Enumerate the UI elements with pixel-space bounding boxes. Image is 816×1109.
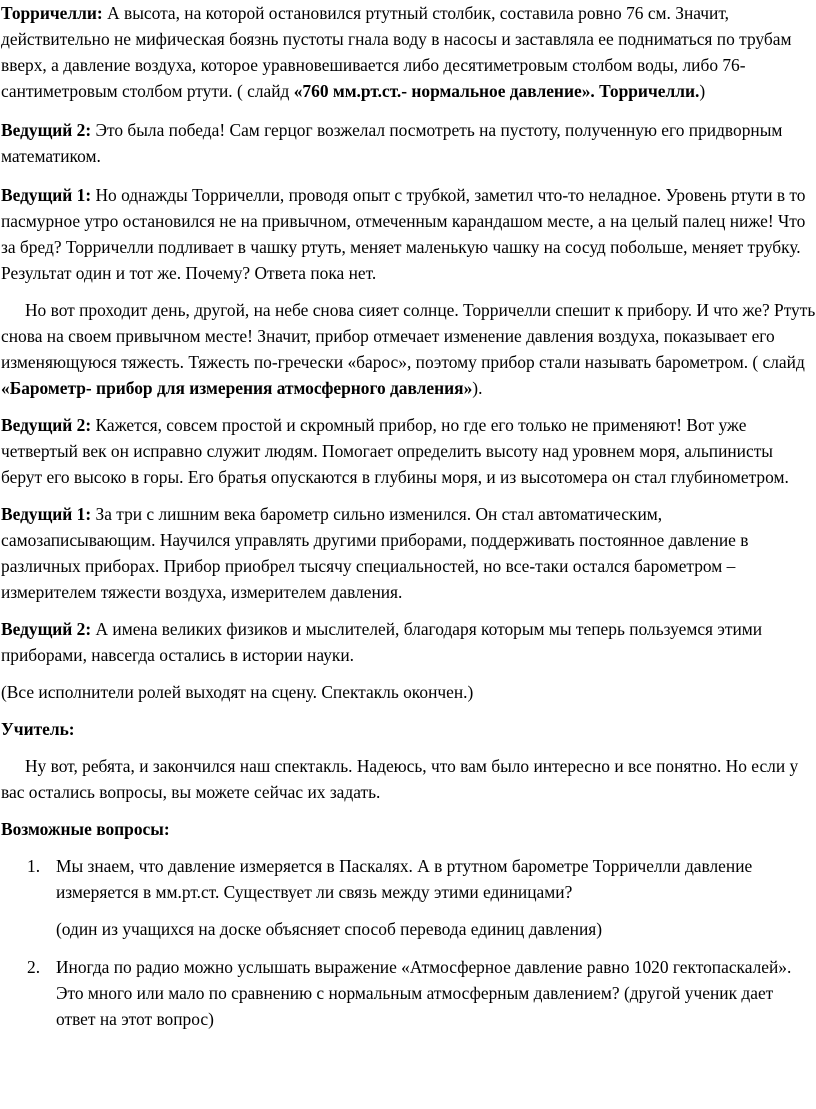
paragraph-tail: )	[699, 81, 706, 101]
paragraph-text: (Все исполнители ролей выходят на сцену. Спектакль окончен.)	[1, 682, 474, 702]
paragraph-barometer-naming	[1, 297, 816, 401]
slide-title: «Барометр- прибор для измерения атмосферного давления»	[1, 378, 473, 398]
paragraph-text: А имена великих физиков и мыслителей, благодаря которым мы теперь пользуемся этими приборами, навсегда остались в истории науки.	[1, 619, 763, 665]
paragraph-text: Но однажды Торричелли, проводя опыт с трубкой, заметил что-то неладное. Уровень ртути в то пасмурное утро остановился не на привычном, отмеченным карандашом месте, а на целый палец ниже! Что за бред? Торричелли подливает в чашку ртуть, меняет маленькую чашку на сосуд побольше, меняет трубку. Результат один и тот же. Почему? Ответа пока нет.	[1, 185, 806, 283]
questions-list	[1, 853, 816, 1032]
paragraph-text: За три с лишним века барометр сильно изменился. Он стал автоматическим, самозаписывающим. Научился управлять другими приборами, поддерживать постоянное давление в различных приборах. Прибор приобрел тысячу специальностей, но все-таки остался барометром – измерителем тяжести воздуха, измерителем давления.	[1, 504, 749, 602]
paragraph-text: А высота, на которой остановился ртутный столбик, составила ровно 76 см. Значит, действительно не мифическая боязнь пустоты гнала воду в насосы и заставляла ее подниматься по трубам вверх, а давление воздуха, которое уравновешивается либо десятиметровым столбом воды, либо 76- сантиметровым столбом ртути. ( слайд	[1, 3, 792, 101]
paragraph-text: Ну вот, ребята, и закончился наш спектакль. Надеюсь, что вам было интересно и все понятно. Но если у вас остались вопросы, вы можете сейчас их задать.	[1, 756, 799, 802]
questions-heading	[1, 816, 816, 842]
stage-direction	[1, 679, 816, 705]
speaker-label: Учитель:	[1, 719, 75, 739]
speaker-label: Ведущий 1:	[1, 185, 92, 205]
paragraph-host1-experiment	[1, 182, 816, 286]
list-item	[1, 853, 816, 942]
paragraph-host2-applications	[1, 412, 816, 490]
question-note: (один из учащихся на доске объясняет способ перевода единиц давления)	[56, 919, 603, 939]
paragraph-teacher	[1, 753, 816, 805]
slide-title: «760 мм.рт.ст.- нормальное давление». Торричелли.	[293, 81, 700, 101]
speaker-label: Ведущий 2:	[1, 619, 92, 639]
list-number: 2.	[27, 957, 41, 977]
paragraph-text: Кажется, совсем простой и скромный прибор, но где его только не применяют! Вот уже четвертый век он исправно служит людям. Помогает определить высоту над уровнем моря, альпинисты берут его высоко в горы. Его братья опускаются в глубины моря, и из высотомера он стал глубинометром.	[1, 415, 789, 487]
paragraph-torricelli	[1, 0, 816, 104]
speaker-label: Ведущий 2:	[1, 120, 92, 140]
paragraph-host2-victory	[1, 117, 816, 169]
teacher-heading	[1, 716, 816, 742]
paragraph-text: Но вот проходит день, другой, на небе снова сияет солнце. Торричелли спешит к прибору. И что же? Ртуть снова на своем привычном месте! Значит, прибор отмечает изменение давления воздуха, показывает его изменяющуюся тяжесть. Тяжесть по-гречески «барос», поэтому прибор стали называть барометром. ( слайд	[1, 300, 816, 372]
section-heading: Возможные вопросы:	[1, 819, 170, 839]
paragraph-host2-legacy	[1, 616, 816, 668]
paragraph-text: Это была победа! Сам герцог возжелал посмотреть на пустоту, полученную его придворным математиком.	[1, 120, 783, 166]
speaker-label: Ведущий 1:	[1, 504, 92, 524]
question-text: Мы знаем, что давление измеряется в Паскалях. А в ртутном барометре Торричелли давление измеряется в мм.рт.ст. Существует ли связь между этими единицами?	[56, 856, 753, 902]
list-number: 1.	[27, 856, 41, 876]
paragraph-host1-evolution	[1, 501, 816, 605]
paragraph-tail: ).	[472, 378, 483, 398]
question-text: Иногда по радио можно услышать выражение «Атмосферное давление равно 1020 гектопаскалей». Это много или мало по сравнению с нормальным атмосферным давлением? (другой ученик дает ответ на этот вопрос)	[56, 957, 792, 1029]
speaker-label: Ведущий 2:	[1, 415, 92, 435]
list-item	[1, 954, 816, 1032]
speaker-label: Торричелли:	[1, 3, 103, 23]
